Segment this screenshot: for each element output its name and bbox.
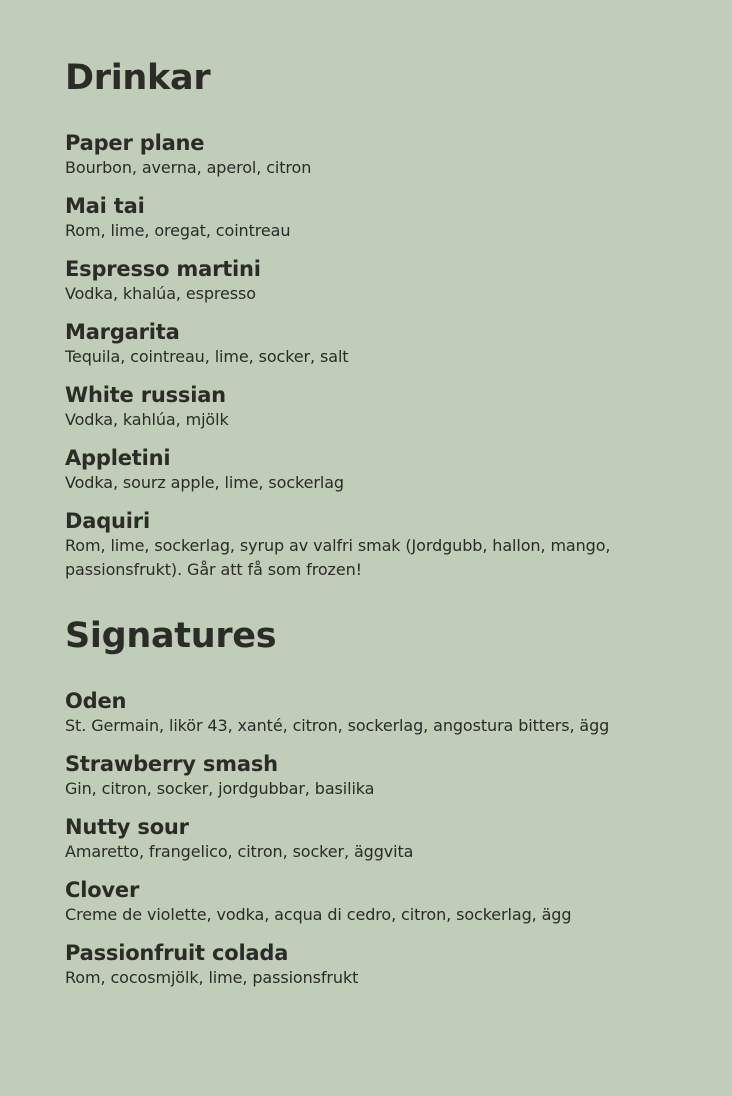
drink-item [65,130,732,180]
drink-item [65,256,732,306]
drink-item [65,319,732,369]
drink-ingredients: Vodka, sourz apple, lime, sockerlag [65,473,344,492]
drink-ingredients: Rom, lime, sockerlag, syrup av valfri smak (Jordgubb, hallon, mango, passionsfrukt). Går att få som frozen! [65,536,611,579]
drink-name: Oden [65,689,127,713]
section-signatures [65,614,732,990]
drink-item [65,751,732,801]
drink-name: Strawberry smash [65,752,278,776]
drink-list [65,130,732,582]
section-title: Drinkar [65,58,211,98]
drink-ingredients: Amaretto, frangelico, citron, socker, äggvita [65,842,414,861]
drink-item [65,508,732,582]
drink-ingredients: Tequila, cointreau, lime, socker, salt [65,347,349,366]
drink-item [65,382,732,432]
drink-ingredients: St. Germain, likör 43, xanté, citron, sockerlag, angostura bitters, ägg [65,716,610,735]
drink-item [65,688,732,738]
section-title: Signatures [65,616,277,656]
drink-ingredients: Bourbon, averna, aperol, citron [65,158,312,177]
drink-item [65,445,732,495]
drink-name: Passionfruit colada [65,941,289,965]
drink-name: Paper plane [65,131,205,155]
drink-ingredients: Gin, citron, socker, jordgubbar, basilika [65,779,375,798]
drink-ingredients: Creme de violette, vodka, acqua di cedro, citron, sockerlag, ägg [65,905,572,924]
drink-item [65,814,732,864]
drink-name: Mai tai [65,194,145,218]
drink-name: Clover [65,878,140,902]
section-drinkar [65,56,732,582]
drink-ingredients: Vodka, kahlúa, mjölk [65,410,229,429]
drink-item [65,877,732,927]
drink-item [65,940,732,990]
drink-name: Espresso martini [65,257,261,281]
drink-name: White russian [65,383,226,407]
drink-name: Daquiri [65,509,150,533]
drink-ingredients: Rom, lime, oregat, cointreau [65,221,291,240]
drink-name: Appletini [65,446,171,470]
drink-ingredients: Rom, cocosmjölk, lime, passionsfrukt [65,968,359,987]
drink-name: Margarita [65,320,180,344]
drink-list [65,688,732,990]
drink-item [65,193,732,243]
drink-ingredients: Vodka, khalúa, espresso [65,284,256,303]
drink-name: Nutty sour [65,815,189,839]
